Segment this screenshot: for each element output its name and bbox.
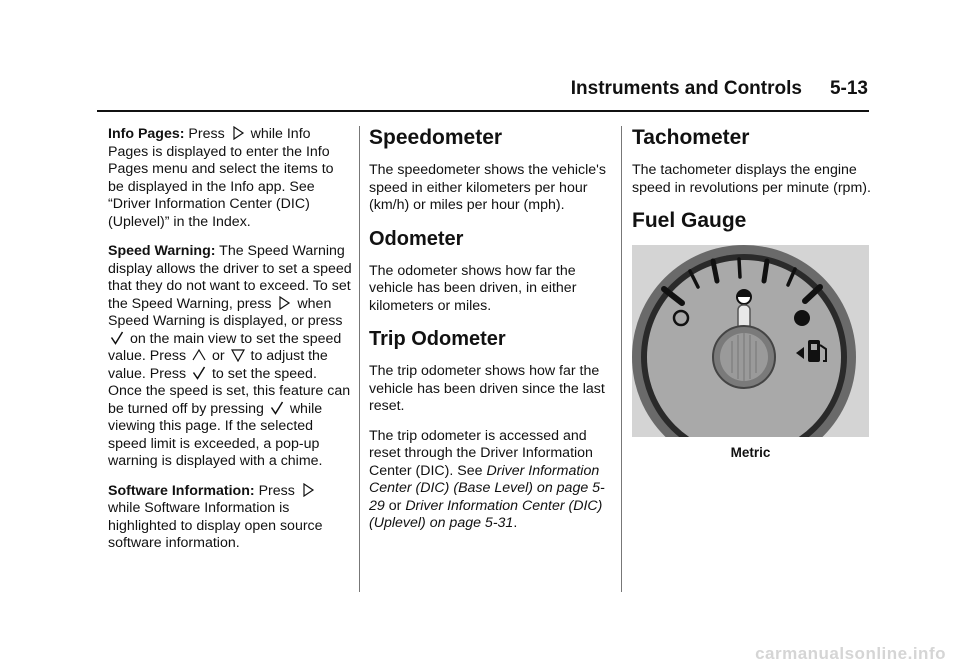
speed-warning-label: Speed Warning: [108, 243, 216, 259]
software-info-paragraph: Software Information: Press while Software Information is highlighted to display open source software information. [108, 482, 323, 551]
triangle-down-icon [231, 348, 245, 362]
header-rule [97, 110, 869, 112]
page-number: 5-13 [829, 78, 868, 99]
odometer-heading: Odometer [369, 227, 464, 250]
trip-odometer-heading: Trip Odometer [369, 328, 506, 350]
figure-caption: Metric [730, 445, 771, 460]
checkmark-icon [270, 401, 284, 415]
trip-odometer-text: The trip odometer shows how far the vehicle has been driven since the last reset. [369, 363, 605, 414]
triangle-up-icon [192, 348, 206, 362]
fuel-gauge-heading: Fuel Gauge [632, 209, 747, 232]
dic-base-link[interactable]: Driver Information Center (DIC) (Base Level) on page 5-29 [369, 462, 605, 514]
speedometer-heading: Speedometer [369, 126, 503, 149]
section-title: Instruments and Controls [570, 78, 802, 99]
info-pages-label: Info Pages: [108, 126, 185, 142]
middle-column [369, 122, 609, 545]
dic-uplevel-link[interactable]: Driver Information Center (DIC) (Uplevel) on page 5-31 [369, 497, 603, 531]
triangle-right-icon [277, 296, 291, 310]
speedometer-text: The speedometer shows the vehicle's speed in either kilometers per hour (km/h) or miles per hour (mph). [369, 162, 606, 213]
checkmark-icon [110, 331, 124, 345]
triangle-right-icon [231, 126, 245, 140]
tachometer-text: The tachometer displays the engine speed in revolutions per minute (rpm). [632, 162, 871, 196]
triangle-right-icon [301, 483, 315, 497]
fuel-gauge-illustration [632, 245, 869, 437]
checkmark-icon [192, 366, 206, 380]
info-pages-paragraph: Info Pages: Press while Info Pages is displayed to enter the Info Pages menu and select the items to be displayed in the Info app. See “Driver Information Center (DIC) (Uplevel)” in the Index. [108, 126, 334, 230]
column-divider [359, 126, 360, 592]
watermark: carmanualsonline.info [755, 644, 946, 663]
page-header [571, 78, 868, 100]
tachometer-heading: Tachometer [632, 126, 750, 149]
right-column [632, 122, 877, 462]
left-column [108, 126, 353, 565]
odometer-text: The odometer shows how far the vehicle has been driven, in either kilometers or miles. [369, 262, 577, 314]
software-info-label: Software Information: [108, 482, 255, 499]
column-divider [621, 126, 622, 592]
speed-warning-paragraph: Speed Warning: The Speed Warning display allows the driver to set a speed that they do not want to exceed. To set the Speed Warning, press when Speed Warning is displayed, or press on the main view to set the speed value. Press or to adjust the value. Press to set the speed. Once the speed is set, this feature can be turned off by pressing while viewing this page. If the selected speed limit is exceeded, a pop-up warning is displayed with a chime. [108, 243, 352, 469]
trip-odometer-reset-text: The trip odometer is accessed and reset through the Driver Information Center (DIC). See Driver Information Center (DIC) (Base Level) on page 5-29 or Driver Information Center (DIC) (Uplevel) on page 5-31. [369, 427, 605, 531]
fuel-gauge-icon [632, 245, 869, 437]
